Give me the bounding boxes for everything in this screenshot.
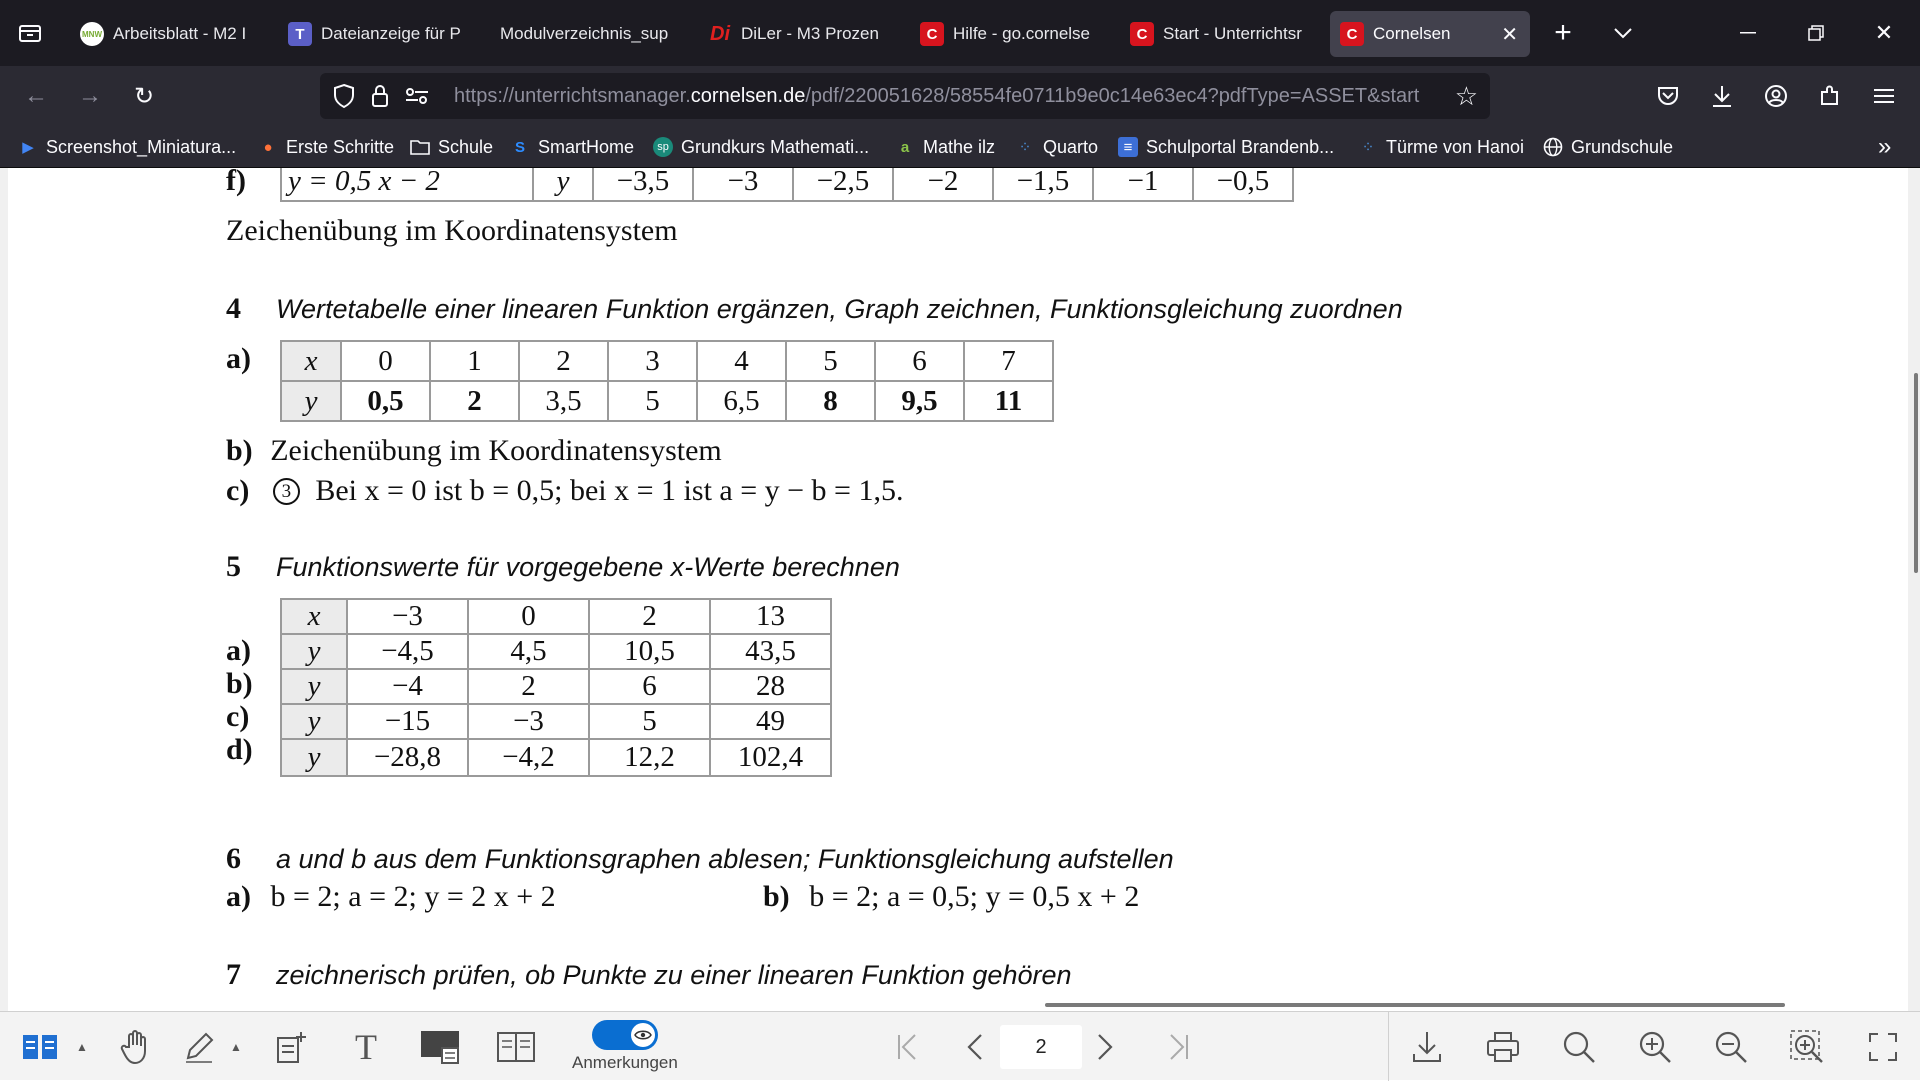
folder-icon bbox=[410, 137, 430, 157]
annotations-toggle[interactable] bbox=[592, 1020, 658, 1050]
table-cell: −3,5 bbox=[593, 168, 693, 201]
download-pdf-icon[interactable] bbox=[1406, 1026, 1448, 1068]
material-icon[interactable] bbox=[494, 1026, 538, 1068]
smarthome-icon: S bbox=[514, 138, 525, 156]
cornelsen-icon: C bbox=[920, 22, 944, 46]
task-4c bbox=[226, 474, 903, 508]
annotations-label: Anmerkungen bbox=[572, 1053, 678, 1072]
table-cell: 11 bbox=[964, 381, 1053, 421]
tab-dateianzeige[interactable] bbox=[288, 11, 473, 57]
mnw-logo-icon: MNW bbox=[80, 22, 104, 46]
bookmark-label: Grundkurs Mathemati... bbox=[681, 136, 870, 157]
tab-label: Arbeitsblatt - M2 I bbox=[113, 24, 247, 43]
lock-icon[interactable] bbox=[370, 83, 390, 114]
bookmark-label: Mathe ilz bbox=[923, 136, 996, 157]
table-cell: −2 bbox=[893, 168, 993, 201]
bookmark-quarto[interactable] bbox=[1015, 134, 1098, 160]
caret-up-icon[interactable]: ▲ bbox=[76, 1040, 88, 1054]
task-6-heading bbox=[226, 842, 1174, 875]
table-cell: 5 bbox=[786, 341, 875, 381]
pocket-icon[interactable] bbox=[1648, 76, 1688, 116]
table-header: y bbox=[281, 381, 341, 421]
restore-icon[interactable] bbox=[1796, 16, 1836, 50]
row-f-equation: y = 0,5 x − 2 bbox=[281, 168, 533, 201]
schulportal-icon: ≡ bbox=[1118, 137, 1138, 157]
bookmark-star-icon[interactable]: ☆ bbox=[1454, 81, 1478, 111]
table-row bbox=[281, 341, 1053, 381]
table-cell: −28,8 bbox=[347, 739, 468, 776]
row-f-var: y bbox=[533, 168, 593, 201]
tab-bar bbox=[0, 0, 1920, 66]
table-header: y bbox=[281, 739, 347, 776]
subtask-text: Bei x = 0 ist b = 0,5; bei x = 1 ist a = y − b = 1,5. bbox=[315, 474, 904, 507]
bookmark-screenshot[interactable] bbox=[18, 134, 236, 160]
task-6a bbox=[226, 880, 556, 914]
table-cell: 2 bbox=[468, 669, 589, 704]
task-5-table bbox=[280, 598, 832, 777]
teams-icon: T bbox=[288, 22, 312, 46]
row-f-table bbox=[280, 168, 1294, 202]
caret-up-icon[interactable]: ▲ bbox=[230, 1040, 242, 1054]
table-row bbox=[281, 599, 831, 634]
table-cell: 49 bbox=[710, 704, 831, 739]
task-4-heading bbox=[226, 292, 1403, 325]
navigation-bar bbox=[0, 66, 1920, 126]
circled-number: 3 bbox=[273, 478, 300, 505]
tab-label: DiLer - M3 Prozen bbox=[741, 24, 879, 43]
table-cell: 7 bbox=[964, 341, 1053, 381]
bookmark-erste-schritte[interactable] bbox=[258, 134, 394, 160]
new-tab-icon[interactable]: + bbox=[1554, 16, 1572, 49]
task-number: 6 bbox=[226, 842, 241, 875]
task-5-labels bbox=[226, 634, 253, 766]
table-cell: 8 bbox=[786, 381, 875, 421]
subtask-label: b) bbox=[763, 880, 790, 913]
bookmark-label: Screenshot_Miniatura... bbox=[46, 136, 237, 157]
table-row bbox=[281, 669, 831, 704]
page-view-icon[interactable] bbox=[20, 1026, 60, 1068]
tab-list-icon[interactable] bbox=[10, 16, 50, 50]
menu-icon[interactable] bbox=[1864, 76, 1904, 116]
more-bookmarks-icon[interactable]: » bbox=[1878, 133, 1892, 160]
table-cell: 4,5 bbox=[468, 634, 589, 669]
table-cell: 4 bbox=[697, 341, 786, 381]
page-number-input[interactable] bbox=[1000, 1025, 1082, 1069]
subtask-text: Zeichenübung im Koordinatensystem bbox=[270, 434, 722, 467]
table-row bbox=[281, 704, 831, 739]
table-header: y bbox=[281, 704, 347, 739]
table-header: y bbox=[281, 634, 347, 669]
subtask-label: c) bbox=[226, 474, 250, 507]
tab-label: Dateianzeige für P bbox=[321, 24, 461, 43]
table-row bbox=[281, 634, 831, 669]
permissions-icon[interactable] bbox=[404, 85, 430, 112]
table-cell: 10,5 bbox=[589, 634, 710, 669]
task-7-heading bbox=[226, 958, 1072, 991]
tab-label: Start - Unterrichtsr bbox=[1163, 24, 1302, 43]
table-row bbox=[281, 739, 831, 776]
task-number: 5 bbox=[226, 550, 241, 583]
firefox-icon: ● bbox=[263, 138, 273, 156]
tab-modulverzeichnis[interactable] bbox=[500, 11, 680, 57]
hand-tool-icon[interactable] bbox=[116, 1026, 158, 1068]
url-domain: cornelsen.de bbox=[690, 84, 806, 107]
sup-icon: sp bbox=[653, 137, 673, 157]
cornelsen-icon: C bbox=[1340, 22, 1364, 46]
diler-icon: Di bbox=[710, 22, 730, 45]
table-cell: −1 bbox=[1093, 168, 1193, 201]
subtask-label: c) bbox=[226, 700, 250, 733]
table-cell: 5 bbox=[608, 381, 697, 421]
bookmark-schule[interactable] bbox=[410, 134, 493, 160]
tab-label: Hilfe - go.cornelse bbox=[953, 24, 1091, 43]
pdf-toolbar bbox=[0, 1011, 1920, 1080]
task-title: a und b aus dem Funktionsgraphen ablesen; Funktionsgleichung aufstellen bbox=[276, 844, 1174, 874]
quarto-icon: ⁘ bbox=[1018, 139, 1032, 156]
table-cell: −3 bbox=[468, 704, 589, 739]
subtask-label: b) bbox=[226, 434, 253, 467]
add-note-icon[interactable] bbox=[270, 1026, 312, 1068]
minimize-icon[interactable] bbox=[1728, 16, 1768, 50]
row-f-note: Zeichenübung im Koordinatensystem bbox=[226, 214, 678, 247]
globe-icon bbox=[1543, 137, 1563, 157]
bookmark-label: Erste Schritte bbox=[286, 136, 395, 157]
fullscreen-icon[interactable] bbox=[1862, 1026, 1904, 1068]
bookmarks-bar bbox=[0, 126, 1920, 168]
tab-label: Cornelsen bbox=[1373, 24, 1451, 43]
url-path: /pdf/220051628/58554fe0711b9e0c14e63ec4?pdfType=ASSET&start bbox=[805, 84, 1420, 107]
url-bar[interactable] bbox=[320, 73, 1490, 119]
close-tab-icon[interactable]: ✕ bbox=[1501, 23, 1518, 46]
download-icon[interactable] bbox=[1702, 76, 1742, 116]
table-cell: 3 bbox=[608, 341, 697, 381]
bookmark-label: Schule bbox=[438, 136, 494, 157]
next-page-icon[interactable] bbox=[1085, 1026, 1125, 1068]
bookmark-grundkurs[interactable] bbox=[653, 134, 869, 160]
zoom-fit-icon[interactable] bbox=[1786, 1026, 1828, 1068]
table-cell: −2,5 bbox=[793, 168, 893, 201]
mathe-ilz-icon: a bbox=[900, 138, 910, 156]
task-number: 4 bbox=[226, 292, 241, 325]
row-f-label: f) bbox=[226, 168, 246, 197]
close-window-icon[interactable]: ✕ bbox=[1874, 20, 1894, 45]
task-6b bbox=[763, 880, 1139, 914]
bookmark-mathe-ilz[interactable] bbox=[895, 134, 995, 160]
bookmark-label: Quarto bbox=[1043, 136, 1099, 157]
task-5-heading bbox=[226, 550, 900, 583]
back-icon[interactable]: ← bbox=[24, 82, 48, 109]
table-cell: 0 bbox=[468, 599, 589, 634]
task-title: Wertetabelle einer linearen Funktion ergänzen, Graph zeichnen, Funktionsgleichung zuordnen bbox=[276, 294, 1403, 324]
print-icon[interactable] bbox=[1482, 1026, 1524, 1068]
table-cell: 6 bbox=[875, 341, 964, 381]
table-cell: 6,5 bbox=[697, 381, 786, 421]
table-cell: 9,5 bbox=[875, 381, 964, 421]
table-cell: −4 bbox=[347, 669, 468, 704]
subtask-text: b = 2; a = 0,5; y = 0,5 x + 2 bbox=[809, 880, 1140, 913]
table-cell: −4,2 bbox=[468, 739, 589, 776]
task-4a-label: a) bbox=[226, 342, 251, 375]
table-cell: 28 bbox=[710, 669, 831, 704]
pdf-page bbox=[8, 168, 1908, 1011]
table-cell: 5 bbox=[589, 704, 710, 739]
chevron-down-icon[interactable] bbox=[1603, 16, 1643, 50]
task-4-table bbox=[280, 340, 1054, 422]
bookmark-grundschule[interactable] bbox=[1543, 134, 1673, 160]
tab-hilfe[interactable] bbox=[920, 11, 1100, 57]
url-text[interactable] bbox=[454, 85, 1430, 108]
pdf-viewer bbox=[0, 168, 1920, 1011]
tab-start[interactable] bbox=[1130, 11, 1310, 57]
table-cell: 6 bbox=[589, 669, 710, 704]
vertical-scrollbar[interactable] bbox=[1914, 373, 1918, 573]
bookmark-label: Grundschule bbox=[1571, 136, 1674, 157]
table-cell: −1,5 bbox=[993, 168, 1093, 201]
table-cell: 0 bbox=[341, 341, 430, 381]
subtask-label: d) bbox=[226, 733, 253, 766]
table-header: x bbox=[281, 341, 341, 381]
play-icon: ▶ bbox=[22, 139, 34, 156]
subtask-label: a) bbox=[226, 634, 251, 667]
bookmark-schulportal[interactable] bbox=[1118, 134, 1334, 160]
table-cell: −4,5 bbox=[347, 634, 468, 669]
table-cell: −3 bbox=[347, 599, 468, 634]
task-title: zeichnerisch prüfen, ob Punkte zu einer linearen Funktion gehören bbox=[276, 960, 1072, 990]
table-header: y bbox=[281, 669, 347, 704]
eye-icon bbox=[631, 1023, 655, 1047]
toolbar-divider bbox=[1388, 1012, 1389, 1081]
table-cell: 3,5 bbox=[519, 381, 608, 421]
bookmark-label: Türme von Hanoi bbox=[1386, 136, 1525, 157]
table-row bbox=[281, 381, 1053, 421]
url-prefix: https://unterrichtsmanager. bbox=[454, 84, 691, 107]
table-cell: 13 bbox=[710, 599, 831, 634]
search-icon[interactable] bbox=[1558, 1026, 1600, 1068]
subtask-text: b = 2; a = 2; y = 2 x + 2 bbox=[270, 880, 556, 913]
table-cell: 102,4 bbox=[710, 739, 831, 776]
zoom-in-icon[interactable] bbox=[1634, 1026, 1676, 1068]
previous-page-icon[interactable] bbox=[955, 1026, 995, 1068]
table-cell: 12,2 bbox=[589, 739, 710, 776]
bookmark-label: SmartHome bbox=[538, 136, 635, 157]
task-number: 7 bbox=[226, 958, 241, 991]
zoom-out-icon[interactable] bbox=[1710, 1026, 1752, 1068]
task-title: Funktionswerte für vorgegebene x-Werte berechnen bbox=[276, 552, 900, 582]
table-cell: 2 bbox=[519, 341, 608, 381]
tab-label: Modulverzeichnis_sup bbox=[500, 24, 669, 43]
shield-icon[interactable] bbox=[332, 83, 356, 114]
bookmark-tuerme-von-hanoi[interactable] bbox=[1358, 134, 1524, 160]
table-cell: −3 bbox=[693, 168, 793, 201]
first-page-icon[interactable] bbox=[888, 1026, 928, 1068]
table-cell: 0,5 bbox=[341, 381, 430, 421]
cornelsen-icon: C bbox=[1130, 22, 1154, 46]
table-cell: 43,5 bbox=[710, 634, 831, 669]
forward-icon[interactable]: → bbox=[78, 82, 102, 109]
bookmark-smarthome[interactable] bbox=[510, 134, 634, 160]
subtask-label: b) bbox=[226, 667, 253, 700]
task-4b bbox=[226, 434, 722, 468]
tab-cornelsen[interactable] bbox=[1330, 11, 1530, 57]
table-cell: 2 bbox=[430, 381, 519, 421]
media-icon[interactable] bbox=[418, 1026, 462, 1068]
quarto-icon: ⁘ bbox=[1361, 139, 1375, 156]
pen-tool-icon[interactable] bbox=[178, 1026, 220, 1068]
tab-arbeitsblatt[interactable] bbox=[80, 11, 255, 57]
tab-diler[interactable] bbox=[708, 11, 888, 57]
table-cell: −15 bbox=[347, 704, 468, 739]
last-page-icon[interactable] bbox=[1158, 1026, 1198, 1068]
account-icon[interactable] bbox=[1756, 76, 1796, 116]
table-cell: 1 bbox=[430, 341, 519, 381]
extensions-icon[interactable] bbox=[1810, 76, 1850, 116]
table-cell: 2 bbox=[589, 599, 710, 634]
subtask-label: a) bbox=[226, 880, 251, 913]
table-header: x bbox=[281, 599, 347, 634]
table-cell: −0,5 bbox=[1193, 168, 1293, 201]
reload-icon[interactable]: ↻ bbox=[133, 82, 155, 110]
text-tool-icon[interactable]: T bbox=[355, 1027, 377, 1067]
horizontal-scrollbar[interactable] bbox=[1045, 1003, 1785, 1007]
bookmark-label: Schulportal Brandenb... bbox=[1146, 136, 1335, 157]
